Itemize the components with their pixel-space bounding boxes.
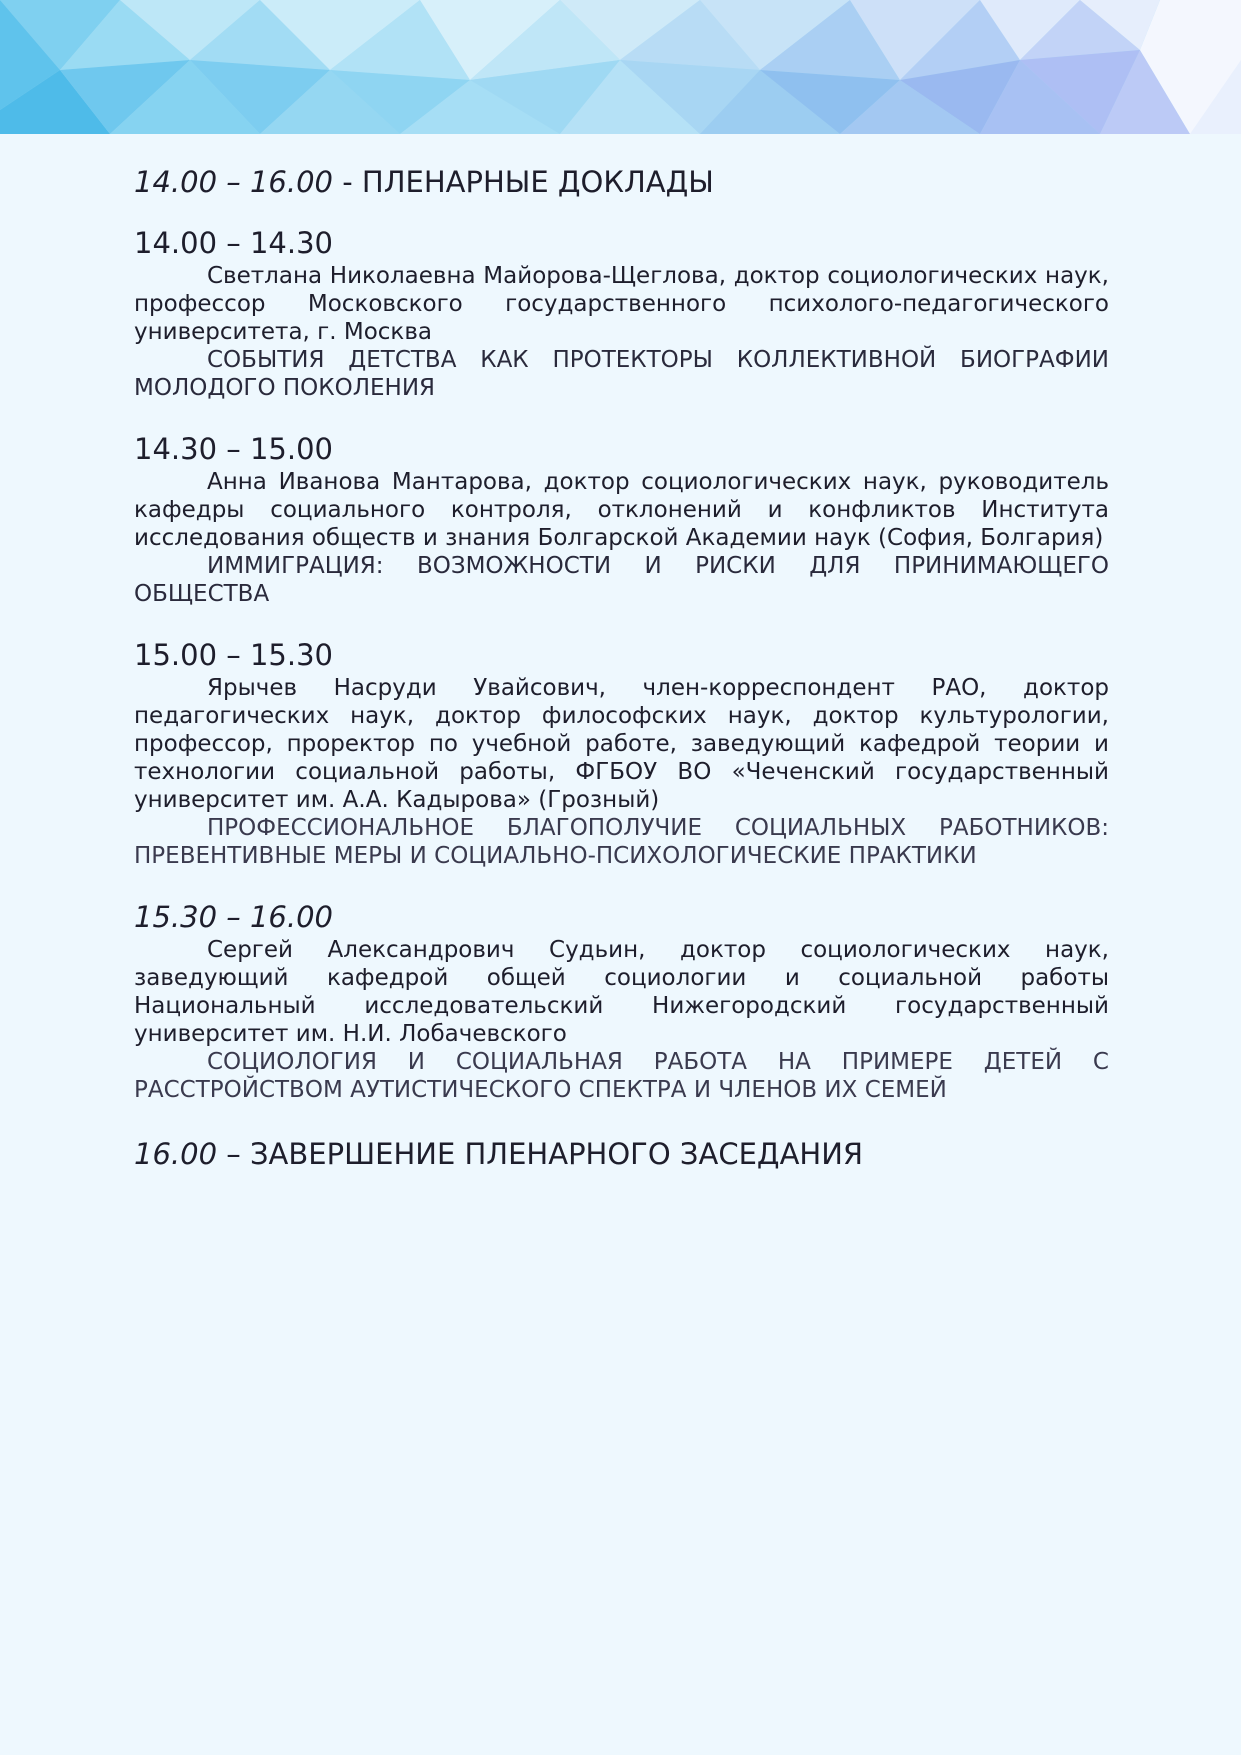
speaker-info: Светлана Николаевна Майорова-Щеглова, доктор социологических наук, профессор Московского государственного психолого-педагогического университета, г. Москва [134, 263, 1109, 345]
speaker-info: Ярычев Насруди Увайсович, член-корреспондент РАО, доктор педагогических наук, доктор философских наук, доктор культурологии, профессор, проректор по учебной работе, заведующий кафедрой теории и технологии социальной работы, ФГБОУ ВО «Чеченский государственный университет им. А.А. Кадырова» (Грозный) [134, 675, 1109, 813]
closing-time: 16.00 [134, 1137, 218, 1171]
program-slot [134, 430, 1109, 608]
program-content [134, 160, 1109, 1176]
talk-title: СОБЫТИЯ ДЕТСТВА КАК ПРОТЕКТОРЫ КОЛЛЕКТИВНОЙ БИОГРАФИИ МОЛОДОГО ПОКОЛЕНИЯ [134, 347, 1109, 401]
slot-time: 15.00 – 15.30 [134, 638, 333, 672]
closing-separator: – [217, 1137, 250, 1171]
program-slot [134, 898, 1109, 1104]
talk-title: ПРОФЕССИОНАЛЬНОЕ БЛАГОПОЛУЧИЕ СОЦИАЛЬНЫХ РАБОТНИКОВ: ПРЕВЕНТИВНЫЕ МЕРЫ И СОЦИАЛЬНО-ПСИХОЛОГИЧЕСКИЕ ПРАКТИКИ [134, 815, 1109, 869]
slot-time: 15.30 – 16.00 [134, 900, 333, 934]
plenary-label: ПЛЕНАРНЫЕ ДОКЛАДЫ [361, 165, 714, 199]
header-banner [0, 0, 1241, 134]
closing-heading [134, 1132, 1109, 1176]
slot-time: 14.30 – 15.00 [134, 432, 333, 466]
program-slot [134, 636, 1109, 870]
plenary-separator: - [332, 165, 362, 199]
program-slot [134, 224, 1109, 402]
plenary-time: 14.00 – 16.00 [134, 165, 333, 199]
slot-time: 14.00 – 14.30 [134, 226, 333, 260]
talk-title: ИММИГРАЦИЯ: ВОЗМОЖНОСТИ И РИСКИ ДЛЯ ПРИНИМАЮЩЕГО ОБЩЕСТВА [134, 553, 1109, 607]
speaker-info: Анна Иванова Мантарова, доктор социологических наук, руководитель кафедры социального контроля, отклонений и конфликтов Института исследования обществ и знания Болгарской Академии наук (София, Болгария) [134, 469, 1109, 551]
speaker-info: Сергей Александрович Судьин, доктор социологических наук, заведующий кафедрой общей социологии и социальной работы Национальный исследовательский Нижегородский государственный университет им. Н.И. Лобачевского [134, 937, 1109, 1047]
talk-title: СОЦИОЛОГИЯ И СОЦИАЛЬНАЯ РАБОТА НА ПРИМЕРЕ ДЕТЕЙ С РАССТРОЙСТВОМ АУТИСТИЧЕСКОГО СПЕКТРА И ЧЛЕНОВ ИХ СЕМЕЙ [134, 1049, 1109, 1103]
closing-label: ЗАВЕРШЕНИЕ ПЛЕНАРНОГО ЗАСЕДАНИЯ [249, 1137, 864, 1171]
plenary-heading [134, 160, 1109, 204]
polygon-background-image [0, 0, 1241, 134]
